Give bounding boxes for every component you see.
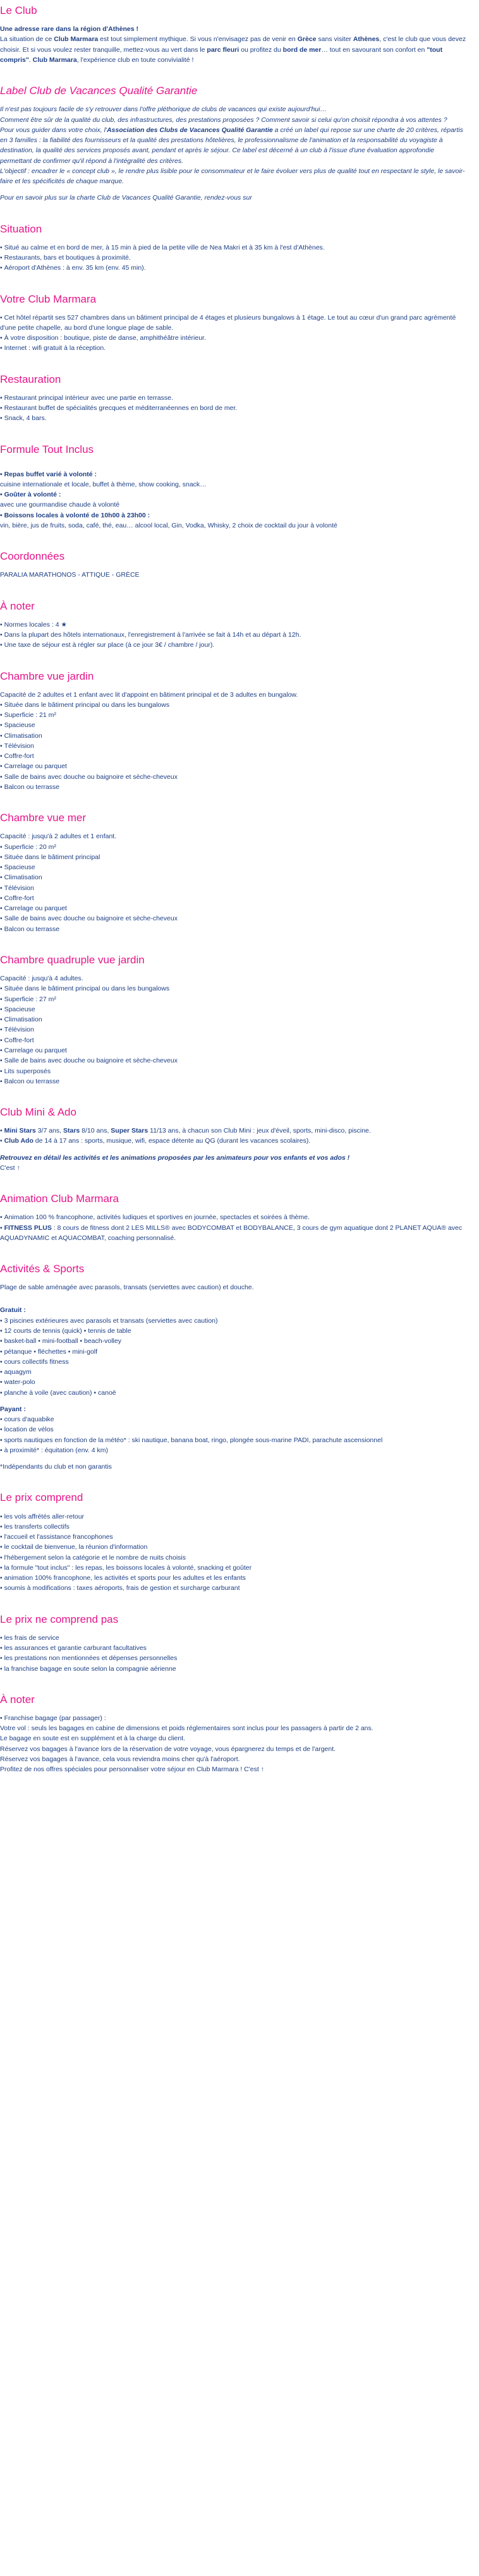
list-item: • Restaurants, bars et boutiques à proximité. xyxy=(0,253,468,263)
list-item: • cours d'aquabike xyxy=(0,1414,468,1424)
text: sans visiter xyxy=(316,35,353,44)
list-item: • Normes locales : 4 ★ xyxy=(0,620,468,630)
section-title: Le Club xyxy=(0,4,37,16)
list-item: • les transferts collectifs xyxy=(0,1522,468,1532)
list-item: • Cet hôtel répartit ses 527 chambres dans un bâtiment principal de 4 étages et plusieurs bungalows à 1 étage. Le tout au cœur d'un grand parc agrémenté d'une petite chapelle, au bord d'une longue plage de sable. xyxy=(0,313,468,334)
section-title: Formule Tout Inclus xyxy=(0,443,94,455)
bagage-text[interactable]: Profitez de nos offres spéciales pour personnaliser votre séjour en Club Marmara ! C'est ↑ xyxy=(0,1766,264,1774)
activites-footnote: *Indépendants du club et non garantis xyxy=(0,1463,112,1471)
list-item: • Lits superposés xyxy=(0,1066,468,1076)
list-item: • Télévision xyxy=(0,883,468,893)
list-item: • planche à voile (avec caution) • canoë xyxy=(0,1388,468,1398)
payant-list xyxy=(0,1414,468,1455)
situation-list xyxy=(0,243,468,274)
text-bold: Grèce xyxy=(297,35,317,44)
section-title: À noter xyxy=(0,1693,35,1706)
text-bold: Association des Clubs de Vacances Qualité Garantie xyxy=(106,126,273,134)
list-item: • Coffre-fort xyxy=(0,1035,468,1045)
list-item: • Goûter à volonté : xyxy=(0,490,468,500)
text-bold: "tout compris" xyxy=(0,45,443,64)
section-title: Label Club de Vacances Qualité Garantie xyxy=(0,85,198,97)
formule-list xyxy=(0,469,468,479)
section-le-club xyxy=(0,4,468,65)
list-item: • Carrelage ou parquet xyxy=(0,903,468,913)
section-a-noter xyxy=(0,599,468,651)
section-situation xyxy=(0,222,468,274)
section-votre-club xyxy=(0,292,468,354)
bagage-list xyxy=(0,1713,468,1723)
bagage-text: Le bagage en soute est en supplément et à la charge du client. xyxy=(0,1735,186,1743)
list-item: • les prestations non mentionnées et dépenses personnelles xyxy=(0,1653,468,1663)
text: a créé un label qui repose sur une charte de 20 critères, répartis en 3 familles : la fiabilité des fournisseurs et la qualité des prestations hôtelières, le professionnalisme de l'animation et la responsabilité du voyagiste à destination, la qualité des services proposés avant, pendant et après le séjour. Ce label est décerné à un club à l'issue d'une évaluation approfondie permettant de confirmer qu'il répond à l'intégralité des critères. xyxy=(0,126,463,165)
formule-text: avec une gourmandise chaude à volonté xyxy=(0,501,120,509)
section-mini-ado xyxy=(0,1105,468,1173)
section-title: Chambre vue jardin xyxy=(0,670,94,682)
text: est tout simplement mythique. Si vous n'envisagez pas de venir en xyxy=(98,35,298,44)
list-item: • Climatisation xyxy=(0,872,468,882)
list-item: • Situé au calme et en bord de mer, à 15 min à pied de la petite ville de Nea Makri et à 35 km à l'est d'Athènes. xyxy=(0,243,468,253)
section-prix-comprend xyxy=(0,1491,468,1593)
room-capacity: Capacité : jusqu'à 2 adultes et 1 enfant. xyxy=(0,833,117,841)
text: . xyxy=(28,56,33,64)
room-features xyxy=(0,700,468,792)
formule-text: cuisine internationale et locale, buffet à thème, show cooking, snack… xyxy=(0,480,207,488)
section-title: Restauration xyxy=(0,373,61,385)
text: , c'est le club que vous devez choisir. Et si vous voulez rester tranquille, mettez-vous au vert dans le xyxy=(0,35,466,54)
list-item: • Dans la plupart des hôtels internationaux, l'enregistrement à l'arrivée se fait à 14h et au départ à 12h. xyxy=(0,630,468,640)
list-item xyxy=(0,1136,468,1146)
text: : 8 cours de fitness dont 2 LES MILLS® avec BODYCOMBAT et BODYBALANCE, 3 cours de gym aquatique dont 2 PLANET AQUA® avec AQUADYNAMIC et AQUACOMBAT, coaching personnalisé. xyxy=(0,1224,463,1242)
paragraph: Pour en savoir plus sur la charte Club de Vacances Qualité Garantie, rendez-vous sur xyxy=(0,194,252,202)
list-item: • basket-ball • mini-football • beach-volley xyxy=(0,1336,468,1346)
section-restauration xyxy=(0,373,468,424)
bagage-text: Votre vol : seuls les bagages en cabine de dimensions et poids réglementaires sont inclus pour les passagers à partir de 2 ans. xyxy=(0,1724,373,1733)
text: , l'expérience club en toute convivialité ! xyxy=(76,56,194,64)
section-title: Le prix comprend xyxy=(0,1491,83,1504)
section-label xyxy=(0,84,468,203)
list-item: • la franchise bagage en soute selon la compagnie aérienne xyxy=(0,1664,468,1674)
list-item: • Spacieuse xyxy=(0,1004,468,1014)
section-title: À noter xyxy=(0,599,35,612)
room-features xyxy=(0,842,468,934)
section-title: Chambre vue mer xyxy=(0,812,87,824)
text: de 14 à 17 ans : sports, musique, wifi, espace détente au QG (durant les vacances scolaires). xyxy=(33,1137,311,1145)
prix-comprend-list xyxy=(0,1512,468,1594)
section-chambre-quadruple xyxy=(0,953,468,1086)
paragraph: Il n'est pas toujours facile de s'y retrouver dans l'offre pléthorique de clubs de vacances qui existe aujourd'hui… xyxy=(0,105,327,114)
list-item: • les vols affrétés aller-retour xyxy=(0,1512,468,1522)
list-item: • Carrelage ou parquet xyxy=(0,1045,468,1056)
prix-ne-comprend-list xyxy=(0,1633,468,1674)
section-title: Le prix ne comprend pas xyxy=(0,1613,119,1625)
text-bold: Athènes xyxy=(353,35,380,44)
text-bold: parc fleuri xyxy=(207,45,240,54)
mini-ado-link-text[interactable]: C'est ↑ xyxy=(0,1164,20,1172)
list-item: • Salle de bains avec douche ou baignoire et sèche-cheveux xyxy=(0,1056,468,1066)
list-item: • location de vélos xyxy=(0,1424,468,1435)
bagage-text: Réservez vos bagages à l'avance lors de la réservation de votre voyage, vous épargnerez du temps et de l'argent. xyxy=(0,1745,336,1753)
list-item: • Climatisation xyxy=(0,731,468,741)
list-item: • Située dans le bâtiment principal ou dans les bungalows xyxy=(0,700,468,710)
text: 11/13 ans, à chacun son Club Mini : jeux d'éveil, sports, mini-disco, piscine. xyxy=(148,1127,371,1135)
section-title: Club Mini & Ado xyxy=(0,1106,76,1119)
list-item: • Télévision xyxy=(0,1025,468,1035)
list-item: • Repas buffet varié à volonté : xyxy=(0,469,468,479)
section-chambre-jardin xyxy=(0,670,468,793)
a-noter-list xyxy=(0,620,468,651)
section-chambre-mer xyxy=(0,811,468,934)
votre-club-list xyxy=(0,313,468,354)
room-capacity: Capacité de 2 adultes et 1 enfant avec lit d'appoint en bâtiment principal et de 3 adultes en bungalow. xyxy=(0,690,298,699)
list-item: • Boissons locales à volonté de 10h00 à 23h00 : xyxy=(0,510,468,521)
section-prix-ne-comprend xyxy=(0,1613,468,1674)
list-item: • Salle de bains avec douche ou baignoire et sèche-cheveux xyxy=(0,913,468,924)
restauration-list xyxy=(0,393,468,424)
list-item: • Restaurant principal intérieur avec une partie en terrasse. xyxy=(0,393,468,403)
section-title: Activités & Sports xyxy=(0,1263,85,1275)
list-item: • animation 100% francophone, les activités et sports pour les adultes et les enfants xyxy=(0,1573,468,1583)
section-title: Chambre quadruple vue jardin xyxy=(0,954,145,966)
address: PARALIA MARATHONOS - ATTIQUE - GRÈCE xyxy=(0,571,140,579)
list-item: • à proximité* : équitation (env. 4 km) xyxy=(0,1445,468,1455)
paragraph xyxy=(0,125,468,166)
list-item: • Salle de bains avec douche ou baignoire et sèche-cheveux xyxy=(0,772,468,782)
list-item: • cours collectifs fitness xyxy=(0,1357,468,1367)
text: La situation de ce xyxy=(0,35,54,44)
formule-list xyxy=(0,510,468,521)
section-a-noter-bagages xyxy=(0,1693,468,1775)
club-description xyxy=(0,34,468,65)
list-item: • Balcon ou terrasse xyxy=(0,1076,468,1086)
section-coordonnees xyxy=(0,550,468,580)
section-formule xyxy=(0,443,468,531)
section-activites xyxy=(0,1262,468,1472)
activites-intro: Plage de sable aménagée avec parasols, transats (serviettes avec caution) et douche. xyxy=(0,1284,254,1292)
list-item: • Animation 100 % francophone, activités ludiques et sportives en journée, spectacles et soirées à thème. xyxy=(0,1212,468,1222)
text-bold: bord de mer xyxy=(282,45,322,54)
text-bold: Club Marmara xyxy=(54,35,99,44)
list-item: • aquagym xyxy=(0,1367,468,1377)
room-features xyxy=(0,984,468,1086)
list-item: • sports nautiques en fonction de la météo* : ski nautique, banana boat, ringo, plongée sous-marine PADI, parachute ascensionnel xyxy=(0,1435,468,1445)
formule-list xyxy=(0,490,468,500)
list-item xyxy=(0,1223,468,1244)
list-item: • Balcon ou terrasse xyxy=(0,782,468,792)
list-item xyxy=(0,1126,468,1136)
list-item: • Télévision xyxy=(0,741,468,751)
list-item: • Franchise bagage (par passager) : xyxy=(0,1713,468,1723)
text: ou profitez du xyxy=(239,45,283,54)
list-item: • Située dans le bâtiment principal ou dans les bungalows xyxy=(0,984,468,994)
list-item: • les frais de service xyxy=(0,1633,468,1643)
text: 3/7 ans, xyxy=(35,1127,63,1135)
text-bold: FITNESS PLUS xyxy=(4,1224,52,1232)
list-item: • Carrelage ou parquet xyxy=(0,761,468,771)
list-item: • 12 courts de tennis (quick) • tennis de table xyxy=(0,1326,468,1336)
list-item: • le cocktail de bienvenue, la réunion d'information xyxy=(0,1542,468,1552)
paragraph: Comment être sûr de la qualité du club, des infrastructures, des prestations proposées ? Comment savoir si celui qu'on choisit répondra à vos attentes ? xyxy=(0,116,447,124)
section-animation xyxy=(0,1192,468,1243)
list-item: • Coffre-fort xyxy=(0,751,468,761)
formule-text: vin, bière, jus de fruits, soda, café, thé, eau… alcool local, Gin, Vodka, Whisky, 2 choix de cocktail du jour à volonté xyxy=(0,522,337,529)
text-bold: Mini Stars xyxy=(4,1127,36,1135)
list-item: • À votre disposition : boutique, piste de danse, amphithéâtre intérieur. xyxy=(0,333,468,343)
list-item: • 3 piscines extérieures avec parasols et transats (serviettes avec caution) xyxy=(0,1316,468,1326)
section-title: Coordonnées xyxy=(0,550,65,563)
mini-ado-list xyxy=(0,1126,468,1147)
animation-list xyxy=(0,1212,468,1243)
list-item: • l'accueil et l'assistance francophones xyxy=(0,1532,468,1542)
list-item: • Restaurant buffet de spécialités grecques et méditerranéennes en bord de mer. xyxy=(0,403,468,413)
list-item: • soumis à modifications : taxes aéroports, frais de gestion et surcharge carburant xyxy=(0,1583,468,1593)
list-item: • l'hébergement selon la catégorie et le nombre de nuits choisis xyxy=(0,1553,468,1563)
list-item: • Snack, 4 bars. xyxy=(0,413,468,423)
list-item: • Superficie : 20 m² xyxy=(0,842,468,852)
list-item: • les assurances et garantie carburant facultatives xyxy=(0,1643,468,1653)
text: … tout en savourant son confort en xyxy=(321,45,427,54)
text: Pour vous guider dans votre choix, l' xyxy=(0,126,107,134)
text-bold: Super Stars xyxy=(111,1127,149,1135)
list-item: • water-polo xyxy=(0,1377,468,1387)
list-item: • Coffre-fort xyxy=(0,893,468,903)
list-item: • Superficie : 27 m² xyxy=(0,994,468,1004)
list-item: • Située dans le bâtiment principal xyxy=(0,852,468,862)
text-bold: Stars xyxy=(63,1127,80,1135)
payant-label: Payant : xyxy=(0,1405,26,1413)
list-item: • Balcon ou terrasse xyxy=(0,924,468,934)
list-item: • pétanque • fléchettes • mini-golf xyxy=(0,1347,468,1357)
text-bold: Club Ado xyxy=(4,1137,33,1145)
list-item: • Superficie : 21 m² xyxy=(0,710,468,720)
list-item: • Spacieuse xyxy=(0,720,468,730)
gratuit-list xyxy=(0,1316,468,1398)
text: 8/10 ans, xyxy=(80,1127,111,1135)
list-item: • Climatisation xyxy=(0,1014,468,1025)
paragraph: L'objectif : encadrer le « concept club », le rendre plus lisible pour le consommateur et le faire évoluer vers plus de qualité tout en respectant le style, le savoir-faire et les spécificités de chaque marque. xyxy=(0,167,465,186)
list-item: • Spacieuse xyxy=(0,862,468,872)
list-item: • Aéroport d'Athènes : à env. 35 km (env. 45 min). xyxy=(0,263,468,273)
room-capacity: Capacité : jusqu'à 4 adultes. xyxy=(0,975,83,983)
club-subtitle: Une adresse rare dans la région d'Athènes ! xyxy=(0,25,138,33)
list-item: • Internet : wifi gratuit à la réception. xyxy=(0,343,468,353)
section-title: Situation xyxy=(0,222,42,235)
text-bold: Club Marmara xyxy=(32,56,77,64)
section-title: Animation Club Marmara xyxy=(0,1193,119,1205)
mini-ado-note: Retrouvez en détail les activités et les animations proposées par les animateurs pour vos enfants et vos ados ! xyxy=(0,1153,350,1162)
gratuit-label: Gratuit : xyxy=(0,1306,26,1315)
section-title: Votre Club Marmara xyxy=(0,292,97,305)
bagage-text: Réservez vos bagages à l'avance, cela vous reviendra moins cher qu'à l'aéroport. xyxy=(0,1755,240,1763)
list-item: • la formule "tout inclus" : les repas, les boissons locales à volonté, snacking et goûter xyxy=(0,1563,468,1573)
list-item: • Une taxe de séjour est à régler sur place (à ce jour 3€ / chambre / jour). xyxy=(0,640,468,650)
